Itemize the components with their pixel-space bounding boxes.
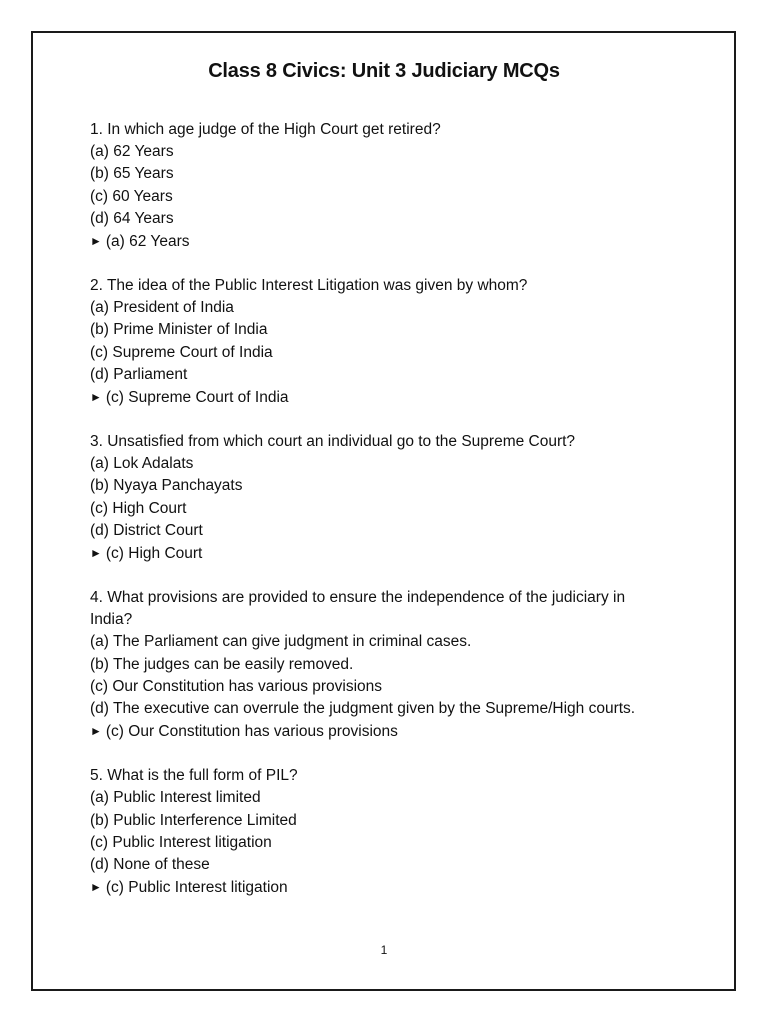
- answer-line: [90, 876, 670, 899]
- option-b: (b) Nyaya Panchayats: [90, 477, 243, 495]
- question-5: [90, 765, 670, 899]
- question-text: 1. In which age judge of the High Court get retired?: [90, 121, 441, 138]
- option-a: (a) The Parliament can give judgment in criminal cases.: [90, 633, 472, 651]
- page-number: 1: [380, 943, 388, 957]
- option-c: (c) Our Constitution has various provisions: [90, 677, 383, 695]
- answer-line: [90, 542, 670, 565]
- arrow-right-icon: ►: [90, 880, 102, 895]
- arrow-right-icon: ►: [90, 390, 102, 405]
- answer-text: (c) Supreme Court of India: [105, 389, 289, 407]
- arrow-right-icon: ►: [90, 234, 102, 249]
- question-1: [90, 119, 670, 253]
- option-c: (c) High Court: [90, 499, 187, 517]
- option-d: (d) None of these: [90, 856, 210, 874]
- option-c: (c) 60 Years: [90, 187, 173, 205]
- answer-line: [90, 720, 670, 743]
- option-a: (a) Public Interest limited: [90, 789, 261, 807]
- option-a: (a) Lok Adalats: [90, 455, 194, 473]
- answer-line: [90, 386, 670, 409]
- question-text: 3. Unsatisfied from which court an individual go to the Supreme Court?: [90, 433, 576, 451]
- question-list: [90, 119, 670, 921]
- question-text: 5. What is the full form of PIL?: [90, 767, 298, 785]
- answer-text: (a) 62 Years: [105, 233, 190, 251]
- question-2: [90, 275, 670, 409]
- question-text: 2. The idea of the Public Interest Litigation was given by whom?: [90, 277, 528, 295]
- document-title: Class 8 Civics: Unit 3 Judiciary MCQs: [208, 60, 560, 82]
- arrow-right-icon: ►: [90, 546, 102, 561]
- option-c: (c) Public Interest litigation: [90, 833, 272, 851]
- answer-text: (c) Our Constitution has various provisions: [105, 723, 398, 741]
- option-d: (d) District Court: [90, 521, 203, 539]
- answer-line: [90, 230, 670, 253]
- answer-text: (c) High Court: [105, 545, 203, 563]
- option-b: (b) Public Interference Limited: [90, 811, 297, 829]
- option-d: (d) 64 Years: [90, 209, 174, 227]
- option-b: (b) Prime Minister of India: [90, 321, 268, 339]
- option-a: (a) President of India: [90, 299, 234, 317]
- arrow-right-icon: ►: [90, 724, 102, 739]
- answer-text: (c) Public Interest litigation: [105, 879, 288, 897]
- option-d: (d) Parliament: [90, 365, 188, 383]
- question-text: 4. What provisions are provided to ensure the independence of the judiciary in India?: [90, 589, 626, 629]
- option-a: (a) 62 Years: [90, 143, 174, 161]
- option-b: (b) The judges can be easily removed.: [90, 655, 354, 673]
- option-d: (d) The executive can overrule the judgment given by the Supreme/High courts.: [90, 700, 636, 718]
- option-c: (c) Supreme Court of India: [90, 343, 273, 361]
- option-b: (b) 65 Years: [90, 165, 174, 183]
- question-4: [90, 587, 670, 743]
- question-3: [90, 431, 670, 565]
